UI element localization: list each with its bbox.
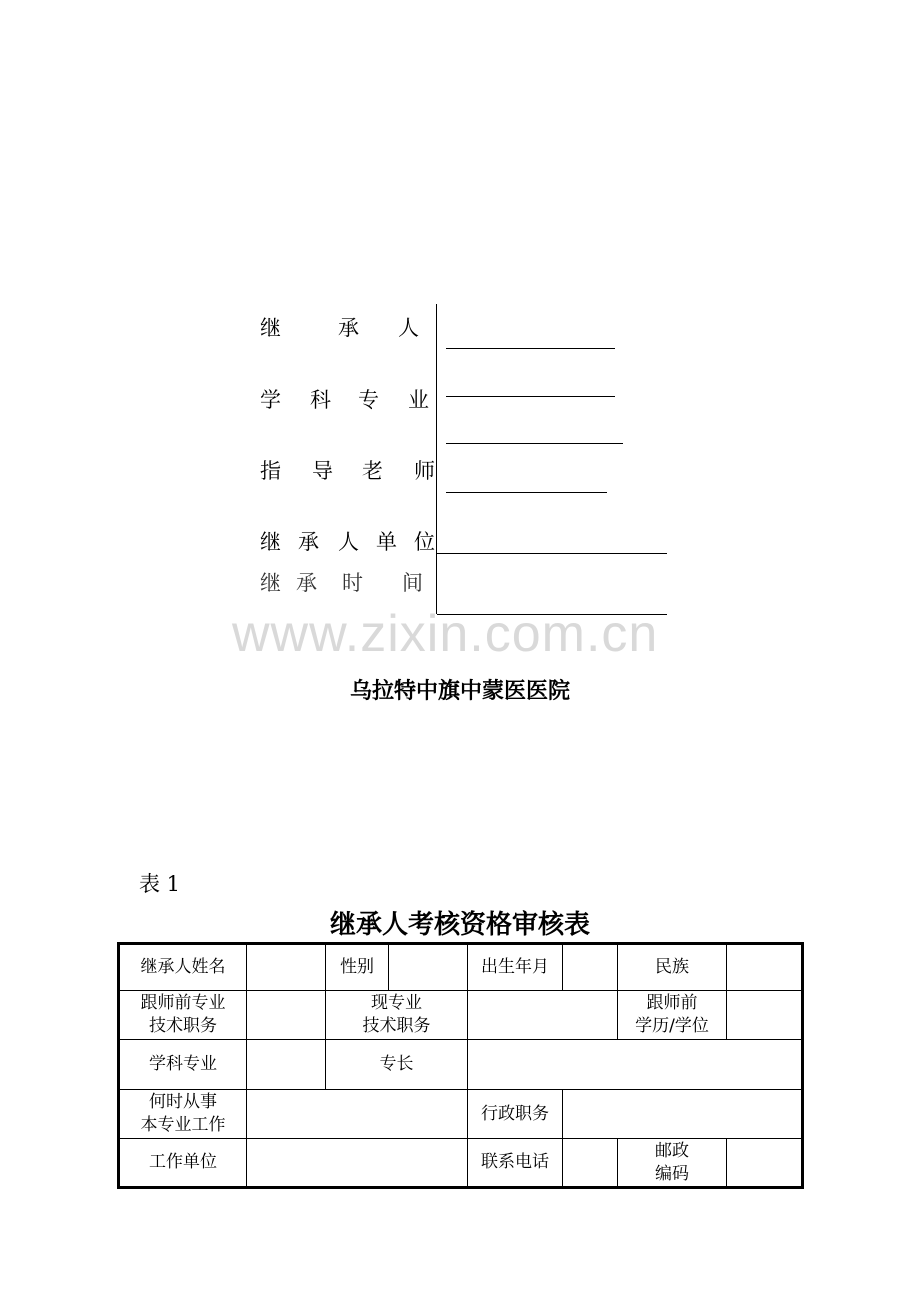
table-row <box>119 944 803 991</box>
qualification-table <box>117 942 804 1189</box>
value-phone[interactable] <box>563 1139 618 1188</box>
label-inheritor-name: 继承人姓名 <box>119 944 247 991</box>
label-admin-post: 行政职务 <box>468 1090 563 1139</box>
fill-line-mentor-1[interactable] <box>446 443 623 444</box>
table-number: 表 1 <box>139 872 181 896</box>
value-prev-education[interactable] <box>727 991 803 1040</box>
label-phone: 联系电话 <box>468 1139 563 1188</box>
label-since: 何时从事 本专业工作 <box>119 1090 247 1139</box>
table-row <box>119 1090 803 1139</box>
value-specialty[interactable] <box>468 1040 803 1090</box>
label-gender: 性别 <box>326 944 389 991</box>
table-row <box>119 1040 803 1090</box>
cover-vertical-rule <box>436 304 437 614</box>
label-current-title: 现专业 技术职务 <box>326 991 468 1040</box>
value-birth[interactable] <box>563 944 618 991</box>
fill-line-discipline[interactable] <box>446 396 615 397</box>
label-prev-title: 跟师前专业 技术职务 <box>119 991 247 1040</box>
value-discipline[interactable] <box>247 1040 326 1090</box>
fill-line-unit[interactable] <box>437 553 667 554</box>
value-inheritor-name[interactable] <box>247 944 326 991</box>
value-since[interactable] <box>247 1090 468 1139</box>
value-prev-title[interactable] <box>247 991 326 1040</box>
label-birth: 出生年月 <box>468 944 563 991</box>
value-ethnicity[interactable] <box>727 944 803 991</box>
label-work-unit: 工作单位 <box>119 1139 247 1188</box>
table-row <box>119 1139 803 1188</box>
fill-line-inheritor[interactable] <box>446 348 615 349</box>
value-postal-code[interactable] <box>727 1139 803 1188</box>
fill-line-mentor-2[interactable] <box>446 492 607 493</box>
value-gender[interactable] <box>389 944 468 991</box>
label-postal-code: 邮政 编码 <box>618 1139 727 1188</box>
table-row <box>119 991 803 1040</box>
watermark: www.zixin.com.cn <box>232 605 659 663</box>
label-ethnicity: 民族 <box>618 944 727 991</box>
label-specialty: 专长 <box>326 1040 468 1090</box>
hospital-name: 乌拉特中旗中蒙医医院 <box>349 679 570 704</box>
value-work-unit[interactable] <box>247 1139 468 1188</box>
value-current-title[interactable] <box>468 991 618 1040</box>
value-admin-post[interactable] <box>563 1090 803 1139</box>
label-prev-education: 跟师前 学历/学位 <box>618 991 727 1040</box>
label-discipline: 学科专业 <box>119 1040 247 1090</box>
table-title: 继承人考核资格审核表 <box>329 910 590 940</box>
